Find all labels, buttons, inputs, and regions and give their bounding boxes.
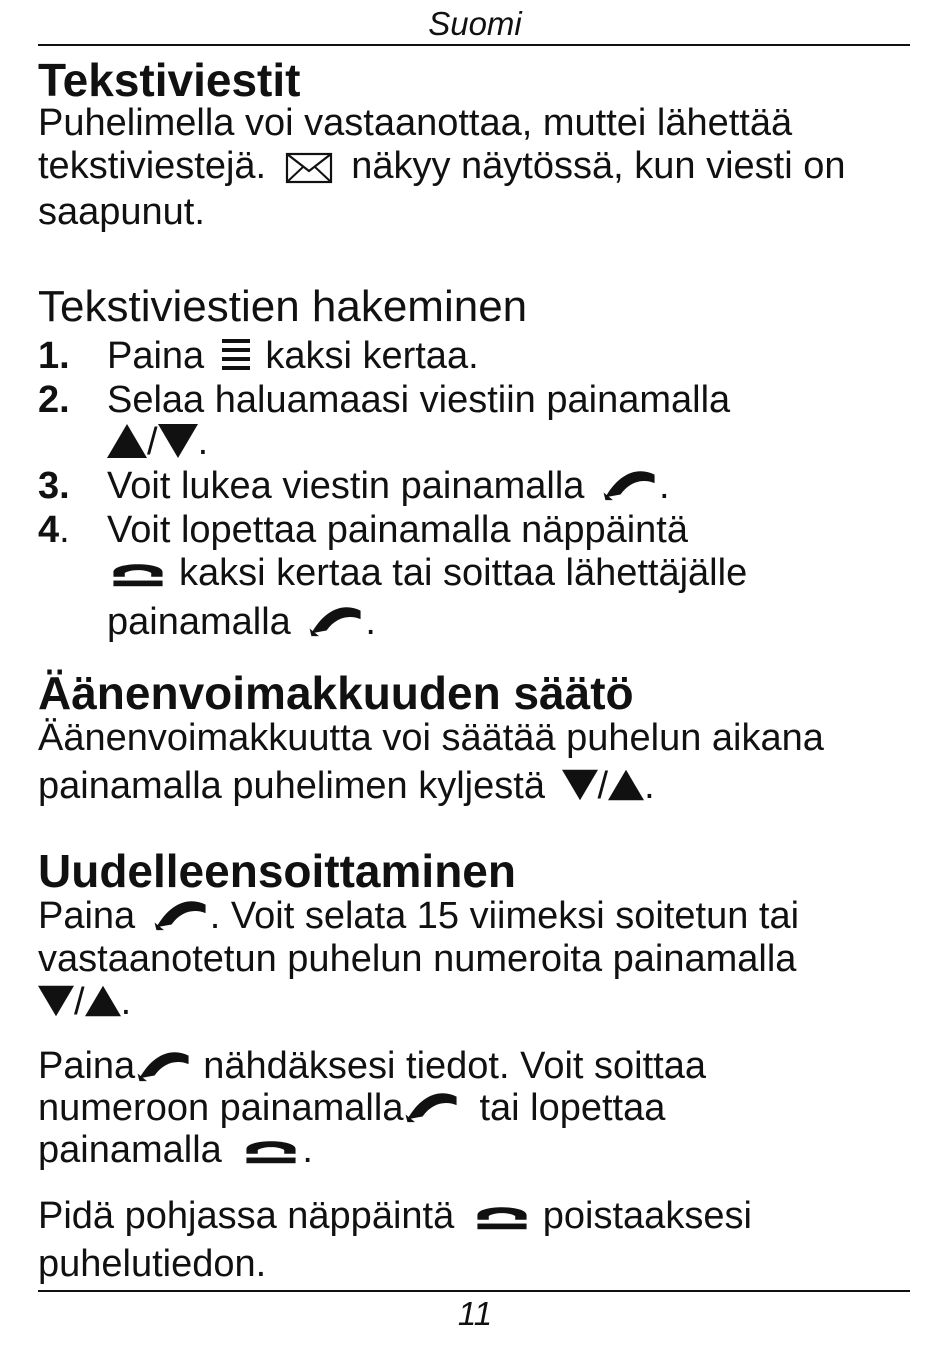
redial-p3-b: poistaaksesi xyxy=(542,1195,752,1237)
header-divider xyxy=(38,44,910,46)
step-4-end: . xyxy=(365,601,376,643)
arrow-up-icon xyxy=(608,769,644,801)
call-key-icon xyxy=(152,898,210,932)
step-4-text-line3 xyxy=(107,600,376,644)
step-2-number: 2. xyxy=(38,379,70,421)
redial-p1-line1 xyxy=(38,894,799,938)
redial-p2-d: tai lopettaa xyxy=(479,1087,666,1129)
redial-p2-line2 xyxy=(38,1086,665,1130)
sms-text-line3: saapunut. xyxy=(38,191,205,233)
redial-p1-end: . xyxy=(120,981,132,1023)
redial-p1-slash: / xyxy=(74,981,85,1023)
page-header-language: Suomi xyxy=(428,5,522,42)
step-1-number: 1. xyxy=(38,335,70,377)
arrow-down-icon xyxy=(562,769,598,801)
redial-p2-c: numeroon painamalla xyxy=(38,1087,404,1129)
redial-p2-a: Paina xyxy=(38,1045,136,1087)
redial-p1-line3 xyxy=(38,980,131,1024)
redial-p2-b: nähdäksesi tiedot. Voit soittaa xyxy=(203,1045,706,1087)
step-2-arrows xyxy=(107,420,208,464)
sms-text-line2-b: näkyy näytössä, kun viesti on xyxy=(351,145,846,187)
call-key-icon xyxy=(601,468,659,502)
page-number: 11 xyxy=(457,1295,493,1332)
redial-p2-end: . xyxy=(302,1129,313,1171)
step-4-text-c: painamalla xyxy=(107,601,291,643)
sms-text-line1: Puhelimella voi vastaanottaa, muttei lähettää xyxy=(38,102,793,144)
arrow-up-icon xyxy=(85,985,121,1017)
call-key-icon xyxy=(135,1049,193,1083)
section-title-volume: Äänenvoimakkuuden säätö xyxy=(38,667,634,719)
redial-p3-a: Pidä pohjassa näppäintä xyxy=(38,1195,455,1237)
section-title-redial: Uudelleensoittaminen xyxy=(38,845,516,897)
step-4-text-line1: Voit lopettaa painamalla näppäintä xyxy=(107,509,689,551)
volume-text-line2-a: painamalla puhelimen kyljestä xyxy=(38,765,545,807)
redial-p2-line3 xyxy=(38,1128,313,1172)
sms-text-line2-a: tekstiviestejä. xyxy=(38,145,267,187)
step-4-number xyxy=(38,508,70,552)
redial-p2-e: painamalla xyxy=(38,1129,222,1171)
step-1-text xyxy=(107,334,479,378)
call-key-icon xyxy=(403,1090,461,1124)
step-1-text-b: kaksi kertaa. xyxy=(265,335,479,377)
end-key-icon xyxy=(107,556,169,590)
call-key-icon xyxy=(307,604,365,638)
volume-text-line1: Äänenvoimakkuutta voi säätää puhelun aikana xyxy=(38,717,824,759)
envelope-icon xyxy=(285,152,333,184)
section-title-fetch: Tekstiviestien hakeminen xyxy=(38,282,528,331)
step-2-end: . xyxy=(197,421,209,463)
section-title-sms: Tekstiviestit xyxy=(38,54,301,106)
footer-divider xyxy=(38,1290,910,1292)
volume-end: . xyxy=(644,765,655,807)
redial-p3-line2: puhelutiedon. xyxy=(38,1243,267,1285)
step-2-slash: / xyxy=(147,421,158,463)
arrow-down-icon xyxy=(158,424,198,458)
step-4-number-digit: 4 xyxy=(38,509,60,551)
step-3-text-a: Voit lukea viestin painamalla xyxy=(107,465,585,507)
arrow-down-icon xyxy=(38,985,74,1017)
end-key-icon xyxy=(240,1133,302,1167)
redial-p2-line1 xyxy=(38,1044,706,1088)
end-key-icon xyxy=(471,1199,533,1233)
step-4-text-line2 xyxy=(107,551,747,595)
step-3-number: 3. xyxy=(38,465,70,507)
step-4-number-dot: . xyxy=(59,509,70,551)
step-1-text-a: Paina xyxy=(107,335,205,377)
volume-text-line2 xyxy=(38,764,655,808)
step-2-text: Selaa haluamaasi viestiin painamalla xyxy=(107,379,731,421)
redial-p1-line2: vastaanotetun puhelun numeroita painamalla xyxy=(38,938,797,980)
volume-slash: / xyxy=(597,765,609,807)
redial-p3-line1 xyxy=(38,1194,752,1238)
step-4-text-b: kaksi kertaa tai soittaa lähettäjälle xyxy=(179,552,748,594)
redial-p1-b: . Voit selata 15 viimeksi soitetun tai xyxy=(209,895,800,937)
sms-text-line2 xyxy=(38,144,845,188)
menu-key-icon xyxy=(221,335,251,375)
step-3-end: . xyxy=(658,465,670,507)
arrow-up-icon xyxy=(107,424,147,458)
redial-p1-a: Paina xyxy=(38,895,136,937)
step-3-text xyxy=(107,464,670,508)
